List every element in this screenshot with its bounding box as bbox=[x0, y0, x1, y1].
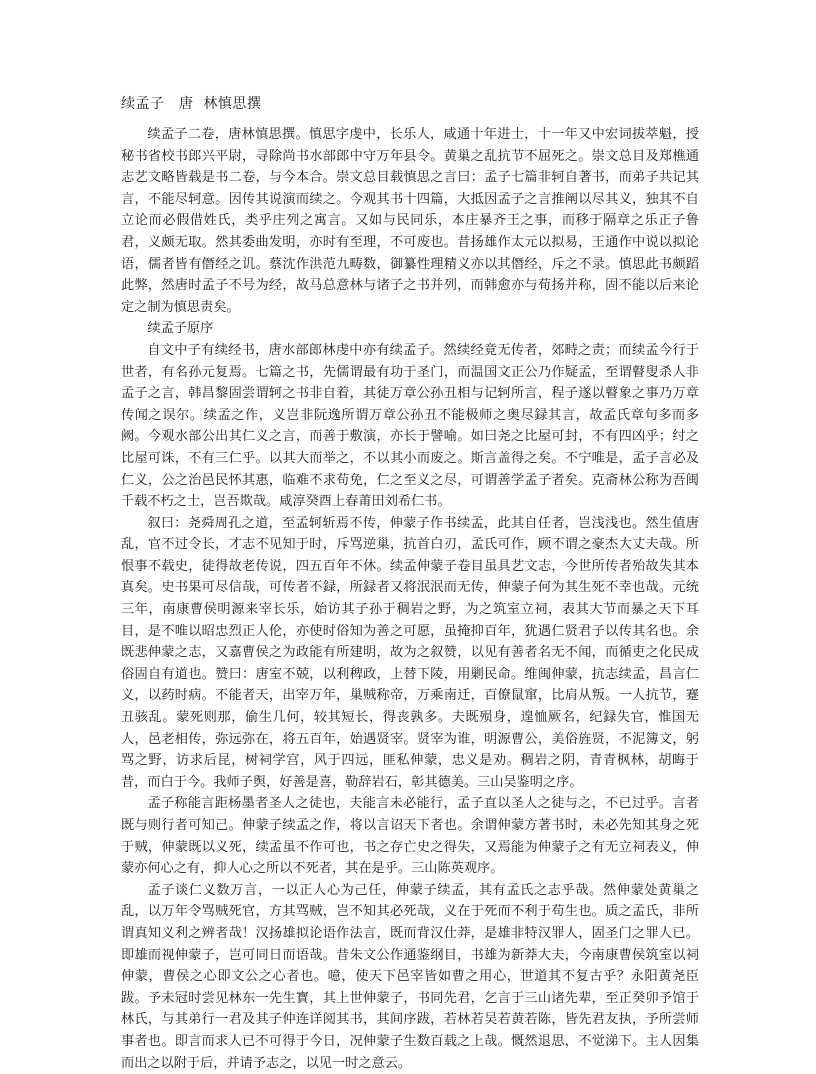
document-page bbox=[121, 92, 699, 1074]
document-title: 续孟子 唐 林慎思撰 bbox=[121, 96, 262, 112]
preface-paragraph: 自文中子有续经书，唐水部郎林虔中亦有续孟子。然续经竟无传者，郊畤之责；而续孟今行于世者，有名孙元复焉。七篇之书，先儒谓最有功于圣门，而温国文正公乃作疑孟，至谓瞽叟杀人非孟子之言，韩昌黎固尝谓轲之书非自着，其徒万章公孙丑相与记轲所言，程子遂以瞽象之事乃万章传闻之误尔。续孟之作，义岂非阮逸所谓万章公孙丑不能极师之奥尽録其言，故孟氏章句多而多阙。今观水部公出其仁义之言，而善于敷演，亦长于譬喻。如曰尧之比屋可封，不有四凶乎；纣之比屋可诛，不有三仁乎。以其大而举之，不以其小而废之。斯言盖得之矣。不宁唯是，孟子言必及仁义，公之治邑民怀其惠，临难不求苟免，仁之至义之尽，可谓善学孟子者矣。克斋林公称为吾闽千载不朽之士，岂吾欺哉。咸淳癸酉上春莆田刘希仁书。 bbox=[121, 342, 699, 510]
preface-paragraph: 孟子称能言距杨墨者圣人之徒也，夫能言未必能行，孟子直以圣人之徒与之，不已过乎。言者既与则行者可知己。伸蒙子续孟之作，将以言诏天下者也。余谓伸蒙方著书时，未必先知其身之死于贼，伸蒙既以义死，续孟虽不作可也，书之存亡史之得失，又焉能为伸蒙子之有无立祠表义，伸蒙亦何心之有，抑人心之所以不死者，其在是乎。三山陈英观序。 bbox=[121, 796, 699, 877]
preface-heading: 续孟子原序 bbox=[147, 321, 214, 337]
preface-paragraph: 叙曰：尧舜周孔之道，至孟轲斩焉不传，伸蒙子作书续孟，此其自任者，岂浅浅也。然生值唐乱，官不过令长，才志不见知于时，斥骂逆巢，抗首白刃，孟氏可作，顾不谓之豪杰大丈夫哉。所恨事不载史，徒得故老传说，四五百年不休。续孟伸蒙子卷目虽具艺文志，今世所传者殆故失其本真矣。史书果可尽信哉，可传者不録，所録者又将泯泯而无传，伸蒙子何为其生死不幸也哉。元统三年，南康曹侯明源来宰长乐，始访其子孙于稠岩之野，为之筑室立祠，表其大节而暴之天下耳目，是不唯以昭忠烈正人伦，亦使时俗知为善之可愿，虽掩抑百年，犹遇仁贤君子以传其名也。余既悲伸蒙之志，又嘉曹侯之为政能有所建明，故为之叙赞，以见有善者名无不闻，而循吏之化民成俗固自有道也。赞曰：唐室不兢，以利稗政，上替下陵，用剿民命。维闽伸蒙，抗志续孟，昌言仁义，以药时病。不能者天，出宰万年，巢贼称帝，万乘南迁，百僚鼠窜，比肩从叛。一人抗节，蹇丑骇乱。蒙死则那，偷生几何，较其短长，得丧孰多。夫既殒身，遑恤厥名，纪録失官，惟国无人，邑老相传，弥远弥在，将五百年，始遇贤宰。贤宰为谁，明源曹公，美俗旌贤，不泥簿文，躬骂之野，访求后昆，树祠学宫，风于四远，匪私伸蒙，忠义是劝。稠岩之阴，青青枫林，胡晦于昔，而白于今。我师子舆，好善是喜，勒辞岩石，彰其德美。三山吴鉴明之序。 bbox=[121, 515, 699, 790]
summary-paragraph: 续孟子二卷，唐林慎思撰。慎思字虔中，长乐人，咸通十年进士，十一年又中宏词拔萃魁，授秘书省校书郎兴平尉，寻除尚书水部郎中守万年县令。黄巢之乱抗节不屈死之。崇文总目及郑樵通志艺文略皆载是书二卷，与今本合。崇文总目载慎思之言曰：孟子七篇非轲自著书，而弟子共记其言，不能尽轲意。因传其说演而续之。今观其书十四篇，大抵因孟子之言推阐以尽其义，独其不自立论而必假借姓氏，类乎庄列之寓言。又如与民同乐，本庄暴齐王之事，而移于隔章之乐正子鲁君，义颇无取。然其委曲发明，亦时有至理，不可废也。昔扬雄作太元以拟易，王通作中说以拟论语，儒者皆有僭经之讥。蔡沈作洪范九畴数，御纂性理精义亦以其僭经，斥之不录。慎思此书颇蹈此弊，然唐时孟子不号为经，故马总意林与诸子之书并列，而韩愈亦与荀扬并称，固不能以后来论定之制为慎思责矣。 bbox=[121, 127, 699, 315]
preface-paragraph: 孟子谈仁义数万言，一以正人心为己任，伸蒙子续孟，其有孟氏之志乎哉。然伸蒙处黄巢之乱，以万年令骂贼死官，方其骂贼，岂不知其必死哉，义在于死而不利于苟生也。质之孟氏，非所谓真知义利之辨者哉！汉扬雄拟论语作法言，既而背汉仕莽，是雄非特汉罪人，固圣门之罪人已。即雄而视伸蒙子，岂可同日而语哉。昔朱文公作通鉴纲目，书雄为新莽大夫，今南康曹侯筑室以祠伸蒙，曹侯之心即文公之心者也。噫，使天下邑宰皆如曹之用心，世道其不复古乎？永阳黄尧臣跋。予未冠时尝见林东一先生寳，其上世伸蒙子，书同先君，乞言于三山诸先辈，至正癸卯予馆于林氏，与其弟行一君及其子仲连详阅其书，其间序跋，若林若吴若黄若陈，皆先君友执，予所尝师事者也。即言而求人已不可得于今日，况伸蒙子生数百载之上哉。慨然退思，不觉涕下。主人因集而出之以附于后，并请予志之，以见一时之意云。 bbox=[121, 882, 699, 1071]
